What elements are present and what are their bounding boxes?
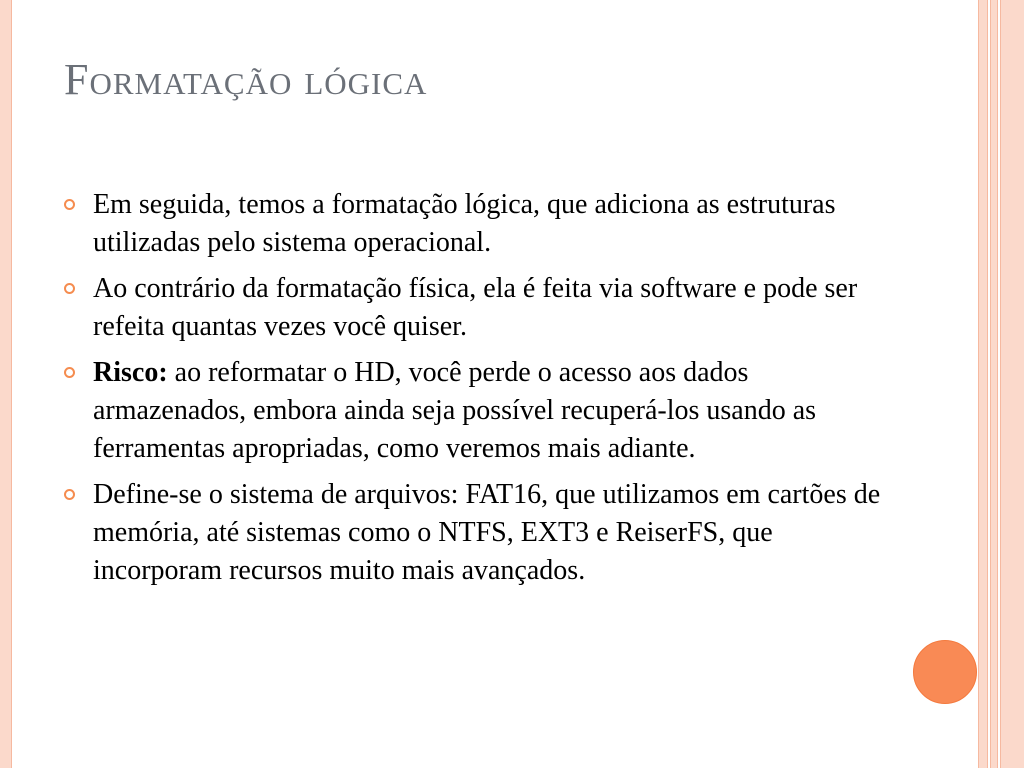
slide-title: Formatação lógica — [64, 55, 428, 104]
circle-bullet-icon — [64, 199, 75, 210]
right-decorative-stripe — [1000, 0, 1024, 768]
circle-bullet-icon — [64, 283, 75, 294]
circle-bullet-icon — [64, 367, 75, 378]
bullet-list — [60, 186, 890, 598]
bullet-item — [60, 270, 890, 346]
bullet-item — [60, 354, 890, 468]
bullet-item — [60, 476, 890, 590]
right-decorative-stripe — [978, 0, 988, 768]
circle-bullet-icon — [64, 489, 75, 500]
bullet-text: Ao contrário da formatação física, ela é feita via software e pode ser refeita quantas vezes você quiser. — [93, 273, 858, 342]
right-decorative-stripe — [990, 0, 998, 768]
bullet-text: Define-se o sistema de arquivos: FAT16, que utilizamos em cartões de memória, até sistemas como o NTFS, EXT3 e ReiserFS, que incorporam recursos muito mais avançados. — [93, 479, 881, 586]
bullet-bold-label: Risco: — [93, 357, 168, 388]
bullet-text: ao reformatar o HD, você perde o acesso aos dados armazenados, embora ainda seja possível recuperá-los usando as ferramentas apropriadas, como veremos mais adiante. — [93, 357, 817, 464]
bullet-item — [60, 186, 890, 262]
bullet-text: Em seguida, temos a formatação lógica, que adiciona as estruturas utilizadas pelo sistema operacional. — [93, 189, 836, 258]
decorative-circle — [913, 640, 977, 704]
left-decorative-border — [0, 0, 12, 768]
